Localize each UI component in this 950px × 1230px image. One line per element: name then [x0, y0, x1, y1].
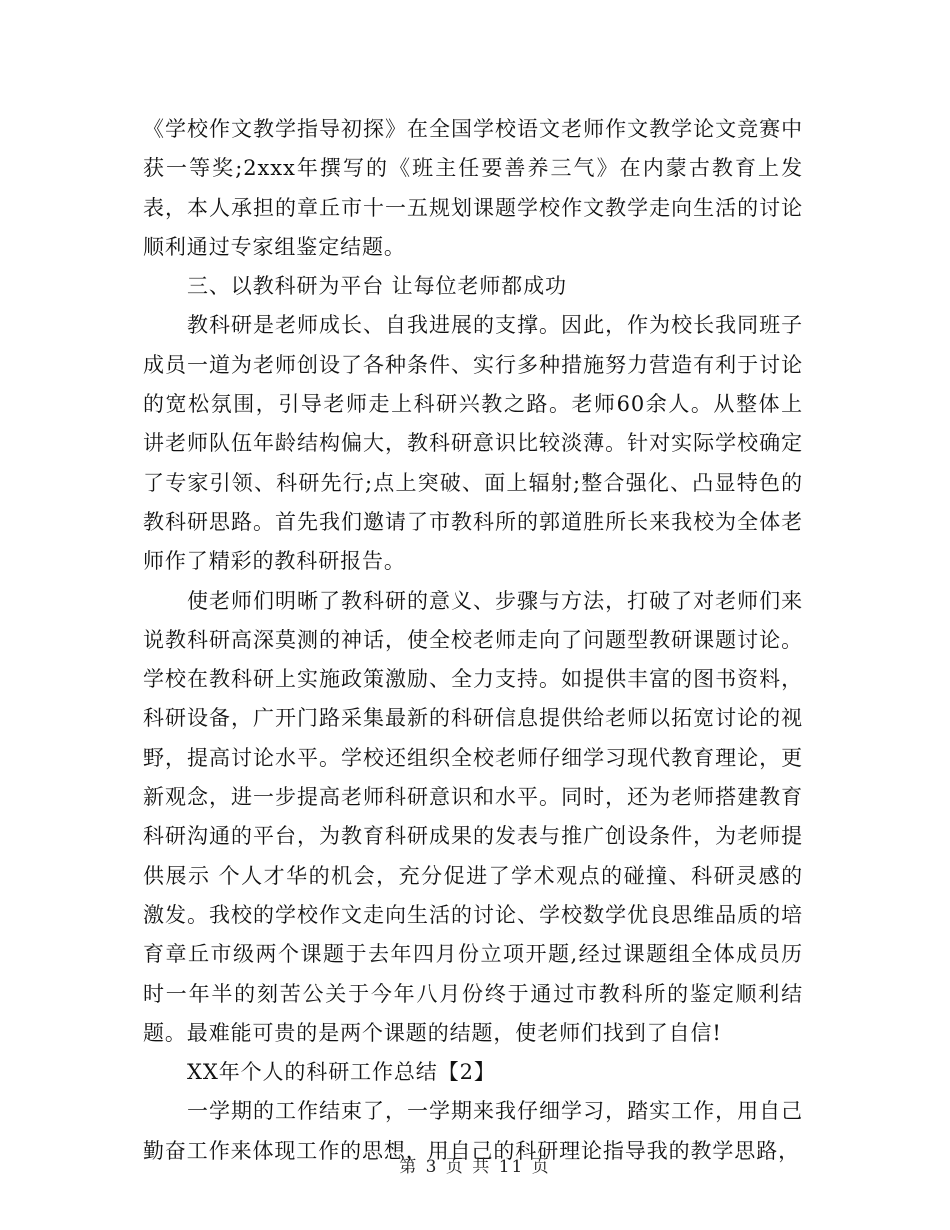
article-heading: XX年个人的科研工作总结【2】	[187, 1060, 496, 1085]
paragraph-2: 教科研是老师成长、自我进展的支撑。因此，作为校长我同班子成员一道为老师创设了各种条件、实行多种措施努力营造有利于讨论的宽松氛围，引导老师走上科研兴教之路。老师60余人。从整体上讲老师队伍年龄结构偏大，教科研意识比较淡薄。针对实际学校确定了专家引领、科研先行;点上突破、面上辐射;整合强化、凸显特色的教科研思路。首先我们邀请了市教科所的郭道胜所长来我校为全体老师作了精彩的教科研报告。	[143, 313, 803, 574]
paragraph-1: 《学校作文教学指导初探》在全国学校语文老师作文教学论文竞赛中获一等奖;2xxx年撰写的《班主任要善养三气》在内蒙古教育上发表，本人承担的章丘市十一五规划课题学校作文教学走向生活的讨论顺利通过专家组鉴定结题。	[143, 117, 803, 259]
paragraph-3: 使老师们明晰了教科研的意义、步骤与方法，打破了对老师们来说教科研高深莫测的神话，使全校老师走向了问题型教研课题讨论。学校在教科研上实施政策激励、全力支持。如提供丰富的图书资料，科研设备，广开门路采集最新的科研信息提供给老师以拓宽讨论的视野，提高讨论水平。学校还组织全校老师仔细学习现代教育理论，更新观念，进一步提高老师科研意识和水平。同时，还为老师搭建教育科研沟通的平台，为教育科研成果的发表与推广创设条件，为老师提供展示 个人才华的机会，充分促进了学术观点的碰撞、科研灵感的激发。我校的学校作文走向生活的讨论、学校数学优良思维品质的培育章丘市级两个课题于去年四月份立项开题,经过课题组全体成员历时一年半的刻苦公关于今年八月份终于通过市教科所的鉴定顺利结题。最难能可贵的是两个课题的结题，使老师们找到了自信!	[143, 588, 803, 1045]
section-heading-3: 三、以教科研为平台 让每位老师都成功	[187, 274, 567, 299]
page-number-footer: 第 3 页 共 11 页	[399, 1157, 551, 1177]
paragraph-4: 一学期的工作结束了，一学期来我仔细学习，踏实工作，用自己勤奋工作来体现工作的思想，用自己的科研理论指导我的教学思路，	[143, 1099, 803, 1163]
document-body	[143, 110, 803, 1171]
